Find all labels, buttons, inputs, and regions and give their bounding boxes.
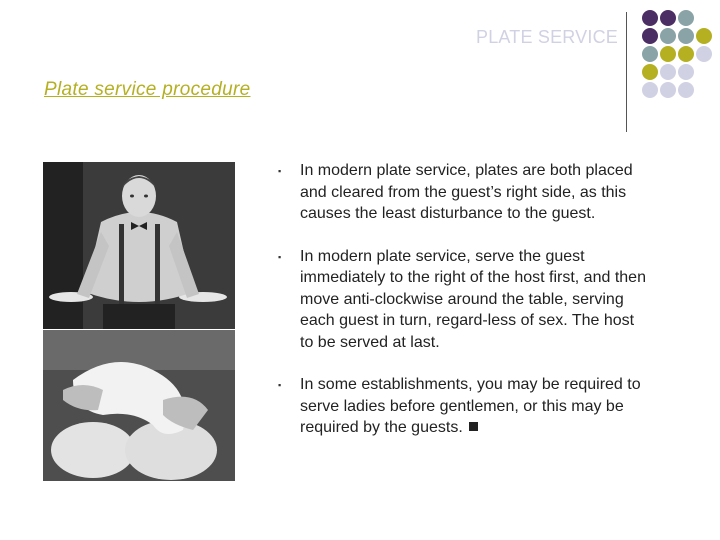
bullet-text: In modern plate service, plates are both placed and cleared from the guest’s right side, as this causes the least disturbance to the guest. (300, 162, 633, 222)
waiter-photo (43, 162, 235, 329)
decorative-dot (642, 10, 658, 26)
decorative-dot (678, 82, 694, 98)
decorative-dot (642, 64, 658, 80)
bullet-item (278, 160, 658, 225)
decorative-dot (642, 46, 658, 62)
decorative-dot (660, 64, 676, 80)
bullet-item (278, 374, 658, 439)
slide-title: PLATE SERVICE (476, 27, 618, 47)
bullet-marker: ▪ (278, 380, 282, 390)
decorative-dot (660, 28, 676, 44)
decorative-dot (660, 82, 676, 98)
decorative-dot (678, 64, 694, 80)
decorative-dot (696, 28, 712, 44)
bullet-marker: ▪ (278, 251, 282, 262)
decorative-dot (660, 46, 676, 62)
decorative-dot (678, 28, 694, 44)
decorative-dot (678, 10, 694, 26)
slide-heading: Plate service procedure (44, 79, 251, 100)
end-marker-icon (469, 422, 478, 431)
bullet-text: In modern plate service, serve the guest immediately to the right of the host first, and then move anti-clockwise around the table, serving each guest in turn, regard-less of sex. The host to be served at last. (300, 247, 646, 351)
decorative-dot (642, 82, 658, 98)
bullet-list (278, 160, 658, 460)
title-divider (626, 12, 627, 132)
decorative-dot (678, 46, 694, 62)
decorative-dot (642, 28, 658, 44)
bullet-marker: ▪ (278, 166, 282, 176)
decorative-dot (696, 46, 712, 62)
bullet-item (278, 246, 658, 354)
bullet-text: In some establishments, you may be required to serve ladies before gentlemen, or this may be required by the guests. (300, 376, 641, 436)
decorative-dot (660, 10, 676, 26)
plating-photo (43, 330, 235, 481)
